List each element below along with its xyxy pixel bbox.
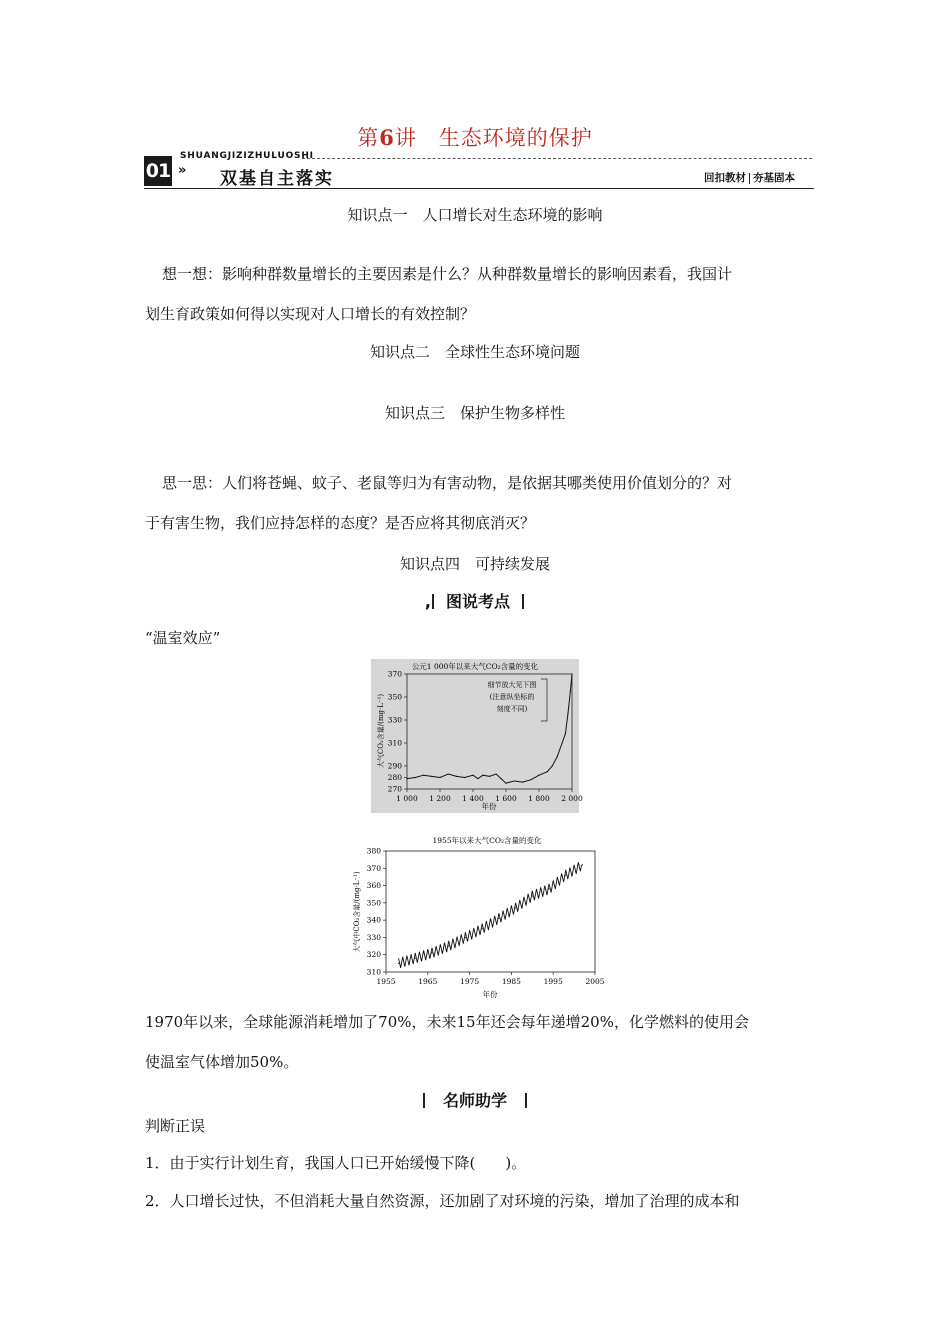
data-point	[477, 778, 478, 779]
x-tick-label: 1 200	[429, 794, 451, 803]
chart-2-plot-frame	[386, 851, 595, 972]
data-point	[465, 937, 466, 938]
knowledge-point-4: 知识点四 可持续发展	[399, 555, 550, 573]
think-paragraph-1	[145, 254, 810, 334]
data-point	[530, 779, 531, 780]
section-tags	[704, 170, 795, 185]
data-point	[406, 778, 407, 779]
y-tick-label: 290	[387, 761, 402, 771]
tag-right: 夯基固本	[753, 172, 795, 184]
data-point	[472, 775, 473, 776]
y-tick-label: 350	[387, 692, 402, 702]
data-point	[565, 875, 566, 876]
x-tick-label: 1995	[543, 977, 563, 986]
heading-bar-left	[432, 594, 434, 609]
chart-2-xlabel: 年份	[482, 990, 498, 999]
annotation-line-2: (注意纵坐标的	[489, 693, 535, 701]
x-tick-label: 1955	[376, 977, 396, 986]
energy-paragraph	[145, 1002, 810, 1082]
data-point	[547, 771, 548, 772]
heading-bar-right	[522, 594, 524, 609]
data-point	[565, 733, 566, 734]
judge-item-2: 2．人口增长过快，不但消耗大量自然资源，还加剧了对环境的污染，增加了治理的成本和	[145, 1192, 740, 1210]
title-text: 讲 生态环境的保护	[394, 126, 593, 150]
section-title: 双基自主落实	[220, 169, 334, 189]
y-tick-label: 280	[387, 773, 402, 782]
section-number-badge: 01	[144, 156, 172, 186]
data-point	[522, 782, 523, 783]
section-pinyin: SHUANGJIZIZHULUOSHI	[180, 151, 314, 161]
annotation-line-3: 刻度不同)	[496, 705, 528, 713]
chart-2-ylabel: 大气中CO₂含量/(mg·L⁻¹)	[353, 871, 361, 953]
data-point	[570, 691, 571, 692]
judge-item-1: 1．由于实行计划生育，我国人口已开始缓慢下降( )。	[145, 1154, 527, 1172]
data-point	[571, 673, 572, 674]
data-point	[498, 918, 499, 919]
data-point	[548, 888, 549, 889]
energy-line-2: 使温室气体增加50%。	[145, 1053, 299, 1071]
knowledge-point-3: 知识点三 保护生物多样性	[384, 404, 565, 422]
think-1-line-2: 划生育政策如何得以实现对人口增长的有效控制？	[145, 305, 476, 323]
data-point	[431, 952, 432, 953]
energy-line-1: 1970年以来，全球能源消耗增加了70%，未来15年还会每年递增20%，化学燃料的使用会	[145, 1013, 749, 1031]
data-point	[398, 963, 399, 964]
page-title	[0, 122, 950, 152]
figure-section-title: 图说考点	[446, 592, 511, 611]
section-rule	[144, 188, 814, 189]
tag-left: 回扣教材	[704, 172, 746, 184]
y-tick-label: 370	[387, 669, 402, 679]
data-point	[482, 928, 483, 929]
x-tick-label: 1985	[501, 977, 521, 986]
y-tick-label: 380	[366, 846, 381, 856]
data-point	[567, 714, 568, 715]
heading-bar-left	[423, 1093, 425, 1108]
chart-1-xlabel: 年份	[481, 802, 497, 811]
y-tick-label: 370	[366, 863, 381, 873]
data-point	[464, 777, 465, 778]
x-tick-label: 1 000	[396, 794, 418, 803]
data-point	[538, 775, 539, 776]
teacher-section-title: 名师助学	[442, 1091, 507, 1110]
y-tick-label: 310	[387, 738, 402, 748]
data-point	[496, 773, 497, 774]
data-point	[482, 775, 483, 776]
x-tick-label: 2 000	[561, 794, 583, 803]
data-point	[514, 780, 515, 781]
data-point	[423, 775, 424, 776]
y-tick-label: 360	[366, 881, 381, 891]
teacher-section-heading	[0, 1088, 950, 1111]
chevron-icon: »	[178, 163, 187, 178]
think-paragraph-2	[145, 463, 810, 543]
heading-bar-right	[525, 1093, 527, 1108]
x-tick-label: 2005	[585, 977, 605, 986]
y-tick-label: 320	[366, 950, 381, 960]
data-point	[415, 958, 416, 959]
chart-2-series-line	[399, 862, 583, 968]
y-tick-label: 270	[387, 784, 402, 794]
data-point	[456, 776, 457, 777]
annotation-line-1: 细节放大见下图	[487, 681, 537, 689]
think-1-line-1: 想一想：影响种群数量增长的主要因素是什么？从种群数量增长的影响因素看，我国计	[162, 265, 733, 283]
data-point	[557, 756, 558, 757]
x-tick-label: 1975	[460, 977, 480, 986]
data-point	[515, 907, 516, 908]
data-point	[415, 777, 416, 778]
y-tick-label: 330	[387, 715, 402, 725]
data-point	[532, 895, 533, 896]
data-point	[505, 783, 506, 784]
x-tick-label: 1965	[418, 977, 438, 986]
think-2-line-2: 于有害生物，我们应持怎样的态度？是否应将其彻底消灭？	[145, 514, 536, 532]
y-tick-label: 330	[366, 932, 381, 942]
x-tick-label: 1 800	[528, 794, 550, 803]
chart-1-ylabel: 大气CO₂含量/(mg·L⁻¹)	[377, 693, 385, 769]
title-number: 6	[379, 125, 395, 150]
chart-2-title: 1955年以来大气CO₂含量的变化	[432, 836, 542, 845]
title-prefix: 第	[357, 126, 380, 150]
co2-1000-chart	[371, 659, 583, 813]
figure-section-heading	[0, 589, 950, 612]
y-tick-label: 310	[366, 967, 381, 977]
knowledge-point-2: 知识点二 全球性生态环境问题	[369, 343, 580, 361]
data-point	[500, 778, 501, 779]
chart-1-background	[371, 659, 579, 813]
knowledge-point-1: 知识点一 人口增长对生态环境的影响	[347, 206, 603, 224]
dashed-divider	[302, 158, 812, 159]
greenhouse-label: “温室效应”	[145, 629, 221, 647]
y-tick-label: 350	[366, 898, 381, 908]
tag-separator	[749, 173, 750, 184]
data-point	[562, 742, 563, 743]
co2-1955-chart	[349, 832, 605, 1002]
data-point	[431, 776, 432, 777]
x-tick-label: 1 600	[495, 794, 517, 803]
x-tick-label: 1 400	[462, 794, 484, 803]
data-point	[448, 773, 449, 774]
y-tick-label: 340	[366, 915, 381, 925]
data-point	[439, 777, 440, 778]
judge-label: 判断正误	[145, 1117, 206, 1135]
data-point	[489, 776, 490, 777]
data-point	[552, 765, 553, 766]
chart-1-title: 公元1 000年以来大气CO₂含量的变化	[411, 662, 539, 671]
data-point	[448, 945, 449, 946]
stray-comma: ,	[424, 592, 431, 611]
think-2-line-1: 思一思：人们将苍蝇、蚊子、老鼠等归为有害动物，是依据其哪类使用价值划分的？对	[162, 474, 733, 492]
data-point	[582, 864, 583, 865]
